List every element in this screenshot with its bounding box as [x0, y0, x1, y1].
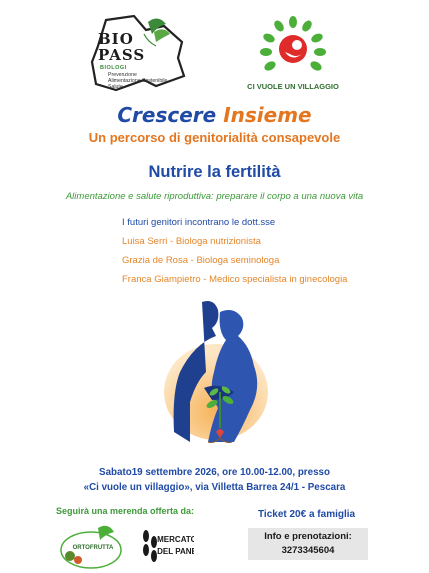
village-emblem-icon [252, 16, 334, 80]
mercato-del-pane-logo-icon [138, 522, 194, 570]
speaker-item: Grazia de Rosa - Biologa seminologa [122, 255, 280, 266]
biopass-sub-1: Prevenzione [108, 72, 137, 78]
biopass-tag: BIOLOGI [100, 65, 127, 71]
event-subtitle: Alimentazione e salute riproduttiva: preparare il corpo a una nuova vita [65, 191, 364, 202]
village-logo [238, 16, 348, 96]
biopass-pass-text: PASS [98, 46, 146, 64]
page-title [0, 103, 429, 127]
sponsor-mercato-line2: DEL PANE [157, 547, 194, 556]
expecting-couple-icon [150, 292, 280, 450]
sponsor-ortofrutta-name: ORTOFRUTTA [72, 545, 114, 551]
biopass-sub-2: Alimentazione Sostenibile [108, 78, 168, 84]
speakers-list [122, 213, 382, 289]
event-date: Sabato19 settembre 2026, ore 10.00-12.00, presso [99, 467, 330, 478]
ticket-price: Ticket 20€ a famiglia [258, 509, 356, 520]
title-insieme: Insieme [223, 103, 312, 127]
sponsor-ortofrutta-logo [58, 522, 124, 570]
info-box [248, 528, 368, 560]
info-label: Info e prenotazioni: [264, 531, 352, 542]
merenda-label: Seguirà una merenda offerta da: [56, 506, 195, 516]
sponsor-mercato-line1: MERCATO [157, 535, 194, 544]
sponsor-mercato-logo [138, 522, 194, 570]
speaker-item: Franca Giampietro - Medico specialista in ginecologia [122, 274, 348, 285]
biopass-sub-3: Salute [108, 84, 123, 90]
event-when-where [0, 465, 429, 495]
biopass-bio-text: BIO [98, 30, 134, 48]
speakers-intro: I futuri genitori incontrano le dott.sse [122, 217, 276, 228]
speaker-item: Luisa Serri - Biologa nutrizionista [122, 236, 261, 247]
village-name: CI VUOLE UN VILLAGGIO [247, 82, 339, 91]
event-location: «Ci vuole un villaggio», via Villetta Barrea 24/1 - Pescara [83, 482, 346, 493]
title-crescere: Crescere [117, 103, 217, 127]
phone-number: 3273345604 [281, 545, 335, 556]
event-title: Nutrire la fertilità [148, 163, 281, 181]
page-subtitle: Un percorso di genitorialità consapevole [88, 130, 341, 145]
biopass-logo [86, 12, 194, 94]
couple-illustration [150, 292, 280, 450]
ortofrutta-logo-icon [58, 522, 124, 570]
